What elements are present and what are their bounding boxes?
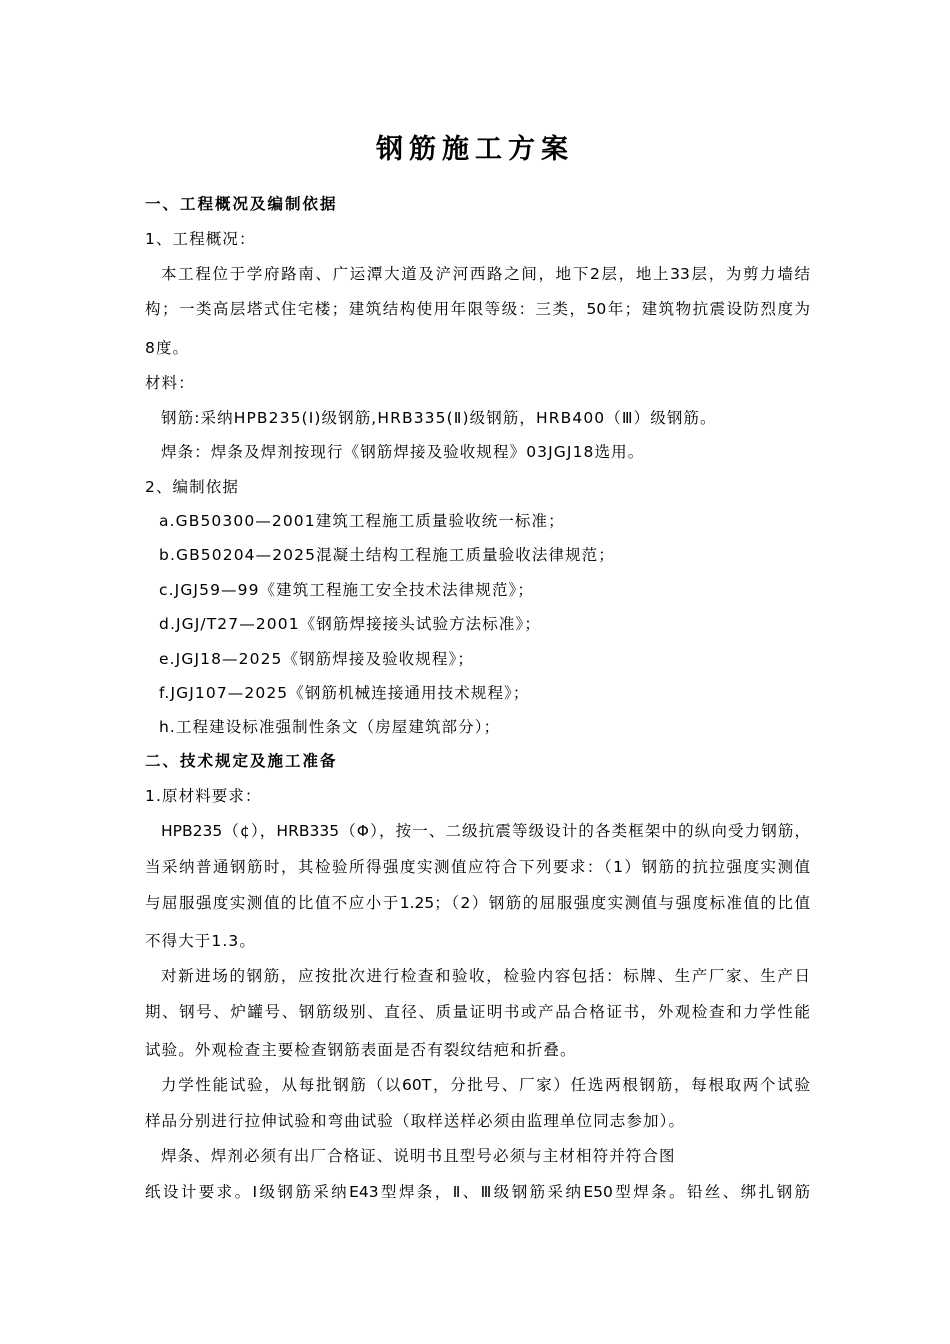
overview-line: 构；一类高层塔式住宅楼；建筑结构使用年限等级：三类，50年；建筑物抗震设防烈度为 <box>145 300 810 318</box>
requirements-line: 不得大于1.3。 <box>145 932 256 950</box>
welding-line: 焊条、焊剂必须有出厂合格证、说明书且型号必须与主材相符并符合图 <box>161 1147 676 1165</box>
basis-item: d.JGJ/T27—2001《钢筋焊接接头试验方法标准》； <box>159 615 541 633</box>
basis-item: a.GB50300—2001建筑工程施工质量验收统一标准； <box>159 512 565 530</box>
overview-line: 8度。 <box>145 339 190 357</box>
requirements-line: 当采纳普通钢筋时，其检验所得强度实测值应符合下列要求：（1）钢筋的抗拉强度实测值 <box>145 858 810 876</box>
section1-sub2-heading: 2、编制依据 <box>145 478 239 496</box>
section1-sub1-heading: 1、工程概况： <box>145 230 256 248</box>
basis-item: e.JGJ18—2025《钢筋焊接及验收规程》； <box>159 650 474 668</box>
requirements-line: HPB235（¢），HRB335（Φ），按一、二级抗震等级设计的各类框架中的纵向受力钢筋， <box>161 822 810 840</box>
overview-line: 本工程位于学府路南、广运潭大道及浐河西路之间，地下2层，地上33层，为剪力墙结 <box>161 265 810 283</box>
inspection-line: 试验。外观检查主要检查钢筋表面是否有裂纹结疤和折叠。 <box>145 1041 577 1059</box>
materials-weld: 焊条：焊条及焊剂按现行《钢筋焊接及验收规程》03JGJ18选用。 <box>161 443 645 461</box>
materials-steel: 钢筋:采纳HPB235(Ⅰ)级钢筋,HRB335(Ⅱ)级钢筋，HRB400（Ⅲ）级钢筋。 <box>161 409 717 427</box>
inspection-line: 期、钢号、炉罐号、钢筋级别、直径、质量证明书或产品合格证书，外观检查和力学性能 <box>145 1003 810 1021</box>
testing-line: 样品分别进行拉伸试验和弯曲试验（取样送样必须由监理单位同志参加）。 <box>145 1112 686 1130</box>
testing-line: 力学性能试验，从每批钢筋（以60T，分批号、厂家）任选两根钢筋，每根取两个试验 <box>161 1076 810 1094</box>
basis-item: c.JGJ59—99《建筑工程施工安全技术法律规范》； <box>159 581 534 599</box>
materials-label: 材料： <box>145 374 195 392</box>
basis-item: f.JGJ107—2025《钢筋机械连接通用技术规程》； <box>159 684 530 702</box>
basis-item: h.工程建设标准强制性条文（房屋建筑部分）； <box>159 718 501 736</box>
inspection-line: 对新进场的钢筋，应按批次进行检查和验收，检验内容包括：标牌、生产厂家、生产日 <box>161 967 810 985</box>
basis-item: b.GB50204—2025混凝土结构工程施工质量验收法律规范； <box>159 546 615 564</box>
document-title: 钢筋施工方案 <box>376 134 574 165</box>
section2-sub1-heading: 1.原材料要求： <box>145 787 262 805</box>
requirements-line: 与屈服强度实测值的比值不应小于1.25；（2）钢筋的屈服强度实测值与强度标准值的比值 <box>145 894 810 912</box>
welding-line: 纸设计要求。Ⅰ级钢筋采纳E43型焊条，Ⅱ、Ⅲ级钢筋采纳E50型焊条。铅丝、绑扎钢筋 <box>145 1183 810 1201</box>
section2-heading: 二、技术规定及施工准备 <box>145 752 338 770</box>
section1-heading: 一、工程概况及编制依据 <box>145 195 338 213</box>
